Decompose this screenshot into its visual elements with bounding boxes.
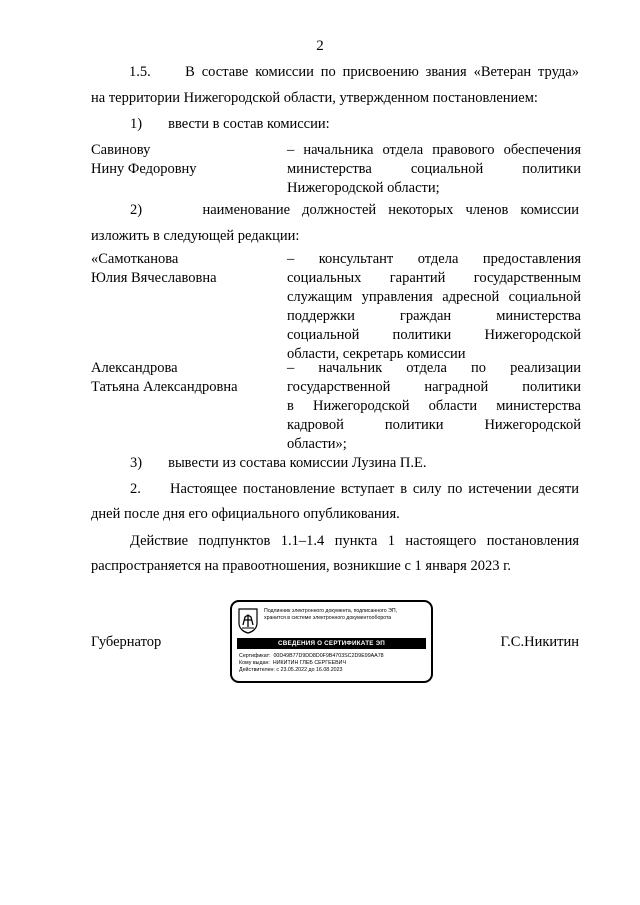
item-2-line2: изложить в следующей редакции: [91, 228, 300, 244]
paragraph-number: 1.5. [129, 64, 151, 80]
paragraph-number: 2. [130, 481, 141, 497]
item-text: ввести в состав комиссии: [168, 116, 330, 132]
stamp-details [239, 653, 384, 674]
paragraph-2-line1 [130, 481, 579, 498]
member-name-savinova: Савинову Нину Федоровну [91, 142, 197, 177]
stamp-validity: Действителен: с 23.05.2022 до 16.08.2023 [239, 667, 343, 673]
item-number: 3) [130, 455, 143, 471]
signatory-name: Г.С.Никитин [500, 634, 579, 650]
item-number: 2) [130, 202, 143, 218]
item-2-line1 [130, 202, 579, 219]
signatory-position: Губернатор [91, 634, 162, 650]
member-description-aleksandrova: – начальник отдела по реализации государственной наградной политики в Нижегородской области министерства кадровой политики Нижегородской области»; [287, 360, 581, 452]
coat-of-arms-icon [238, 608, 258, 634]
paragraph-1-5-line1 [129, 64, 579, 81]
paragraph-text: Настоящее постановление вступает в силу по истечении десяти [169, 481, 579, 497]
electronic-signature-stamp [230, 600, 433, 683]
paragraph-3-line1: Действие подпунктов 1.1–1.4 пункта 1 настоящего постановления [130, 533, 579, 549]
member-description-samotkanova: – консультант отдела предоставления социальных гарантий государственным служащим управления адресной социальной поддержки граждан министерства социальной политики Нижегородской области, секретарь комиссии [287, 251, 581, 362]
member-description-savinova: – начальника отдела правового обеспечения министерства социальной политики Нижегородской области; [287, 142, 581, 196]
item-text: вывести из состава комиссии Лузина П.Е. [168, 455, 427, 471]
paragraph-1-5-line2: на территории Нижегородской области, утвержденном постановлением: [91, 90, 538, 106]
stamp-note: Подлинник электронного документа, подписанного ЭП, хранится в системе электронного документооборота [264, 608, 398, 621]
item-number: 1) [130, 116, 143, 132]
member-name-samotkanova: «Самотканова Юлия Вячеславовна [91, 251, 217, 286]
paragraph-text: В составе комиссии по присвоению звания «Ветеран труда» [185, 64, 579, 80]
item-1 [130, 116, 330, 133]
stamp-certificate: Сертификат: 00D49B77D9DD8D0F9B4703SC2D9E99AA78 [239, 653, 384, 659]
item-text: наименование должностей некоторых членов комиссии [202, 202, 579, 218]
paragraph-3-line2: распространяется на правоотношения, возникшие с 1 января 2023 г. [91, 558, 512, 574]
page-number: 2 [316, 38, 324, 54]
stamp-owner: Кому выдан: НИКИТИН ГЛЕБ СЕРГЕЕВИЧ [239, 660, 347, 666]
paragraph-2-line2: дней после дня его официального опубликования. [91, 506, 400, 522]
member-name-aleksandrova: Александрова Татьяна Александровна [91, 360, 238, 395]
stamp-title: СВЕДЕНИЯ О СЕРТИФИКАТЕ ЭП [237, 638, 426, 649]
item-3 [130, 455, 427, 472]
